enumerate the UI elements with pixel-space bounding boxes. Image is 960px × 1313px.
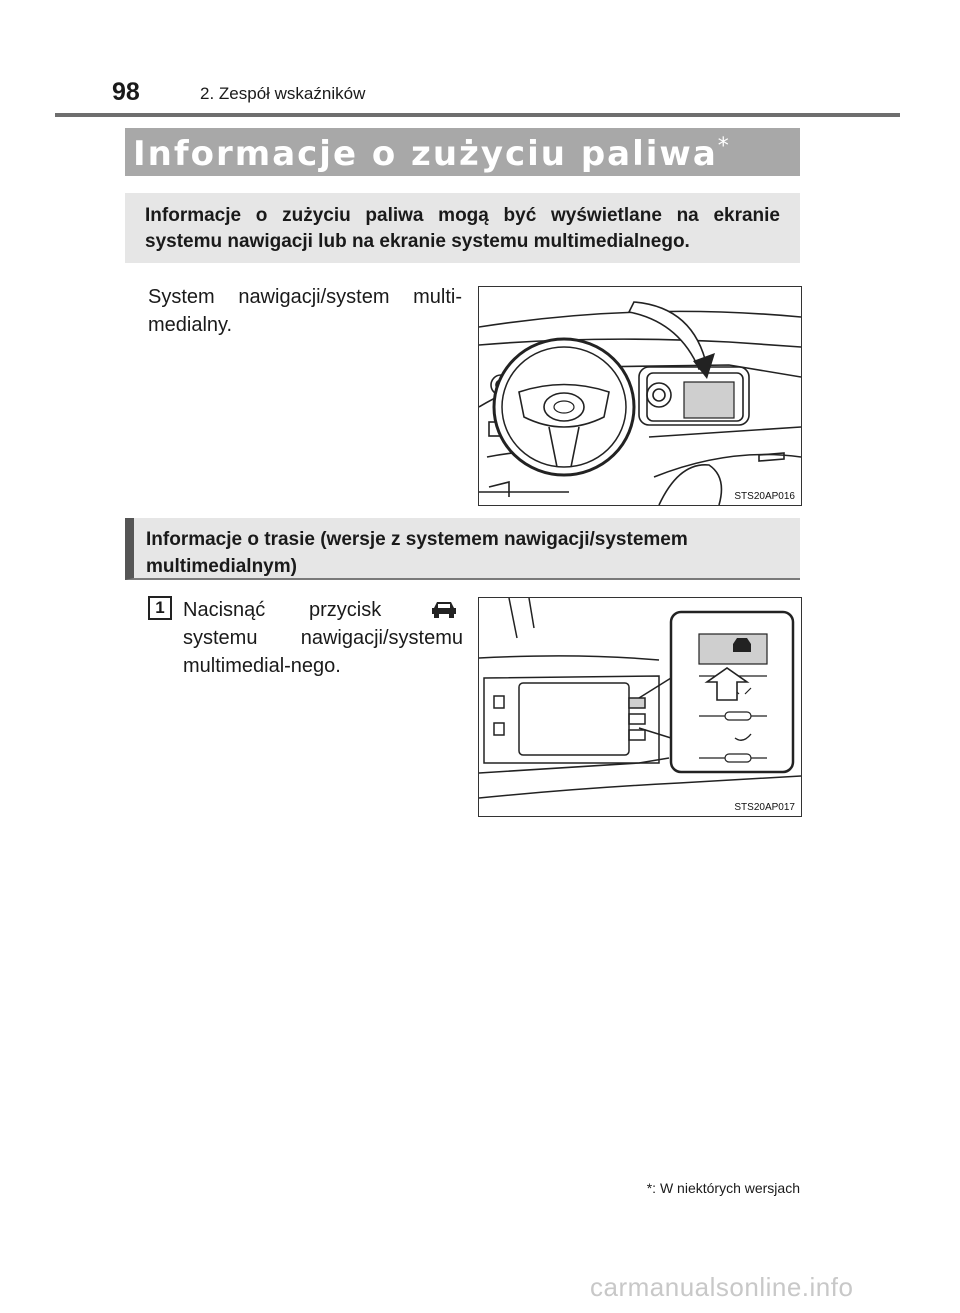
page-title — [133, 134, 731, 174]
step-text-before: Nacisnąć przycisk — [183, 599, 382, 621]
dashboard-illustration — [479, 287, 801, 505]
section1-paragraph: System nawigacji/system multi-medialny. — [148, 286, 462, 336]
footnote-star-icon: * — [717, 134, 731, 159]
dashboard-figure — [478, 286, 802, 506]
multimedia-figure — [478, 597, 802, 817]
figure-label: STS20AP016 — [734, 491, 795, 502]
page-title-bar — [125, 128, 800, 176]
step-number-badge: 1 — [148, 596, 172, 620]
step-text-after: systemu nawigacji/systemu multimedial-nego. — [183, 627, 463, 677]
page-title-text: Informacje o zużyciu paliwa — [133, 134, 718, 174]
intro-box — [125, 193, 800, 263]
car-button-icon — [429, 599, 459, 619]
page-number: 98 — [112, 78, 140, 106]
footnote — [647, 1180, 800, 1196]
footnote-star-icon: * — [646, 1180, 653, 1196]
watermark: carmanualsonline.info — [590, 1272, 854, 1302]
step-text — [183, 596, 463, 680]
multimedia-illustration — [479, 598, 801, 816]
section-title: 2. Zespół wskaźników — [200, 84, 366, 103]
figure-label: STS20AP017 — [734, 802, 795, 813]
subsection-heading: Informacje o trasie (wersje z systemem nawigacji/systemem multimedialnym) — [146, 529, 688, 577]
header-divider — [55, 113, 900, 117]
footnote-text: : W niektórych wersjach — [652, 1180, 800, 1196]
intro-text: Informacje o zużyciu paliwa mogą być wyświetlane na ekranie systemu nawigacji lub na ekranie systemu multimedialnego. — [145, 205, 780, 252]
subsection-heading-box — [125, 518, 800, 580]
